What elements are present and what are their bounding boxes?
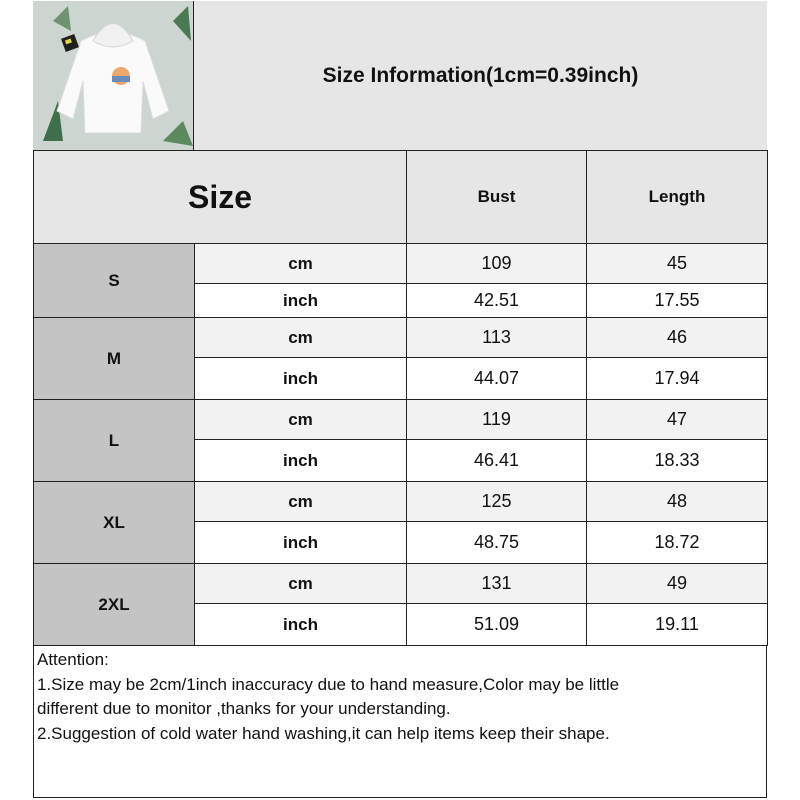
- unit-label: inch: [195, 440, 407, 482]
- col-header-bust: Bust: [407, 151, 587, 244]
- bust-value: 113: [407, 318, 587, 358]
- unit-label: cm: [195, 318, 407, 358]
- length-value: 18.33: [587, 440, 768, 482]
- length-value: 46: [587, 318, 768, 358]
- unit-label: cm: [195, 564, 407, 604]
- bust-value: 51.09: [407, 604, 587, 646]
- size-info-title: Size Information(1cm=0.39inch): [194, 1, 767, 151]
- note-line-1b: different due to monitor ,thanks for your understanding.: [37, 699, 451, 718]
- bust-value: 125: [407, 482, 587, 522]
- length-value: 48: [587, 482, 768, 522]
- unit-label: inch: [195, 522, 407, 564]
- table-row: [34, 244, 768, 284]
- size-label: L: [34, 400, 195, 482]
- bust-value: 42.51: [407, 284, 587, 318]
- bust-value: 44.07: [407, 358, 587, 400]
- length-value: 17.94: [587, 358, 768, 400]
- col-header-size: Size: [34, 151, 407, 244]
- note-line-1a: 1.Size may be 2cm/1inch inaccuracy due to hand measure,Color may be little: [37, 674, 620, 694]
- length-value: 19.11: [587, 604, 768, 646]
- bust-value: 109: [407, 244, 587, 284]
- unit-label: inch: [195, 284, 407, 318]
- table-row: [34, 482, 768, 522]
- product-thumbnail: [33, 1, 194, 151]
- size-label: S: [34, 244, 195, 318]
- unit-label: cm: [195, 244, 407, 284]
- col-header-length: Length: [587, 151, 768, 244]
- length-value: 45: [587, 244, 768, 284]
- hoodie-product-photo-icon: [33, 1, 193, 151]
- table-row: [34, 318, 768, 358]
- length-value: 47: [587, 400, 768, 440]
- size-label: M: [34, 318, 195, 400]
- bust-value: 131: [407, 564, 587, 604]
- table-row: [34, 564, 768, 604]
- unit-label: cm: [195, 400, 407, 440]
- size-label: XL: [34, 482, 195, 564]
- unit-label: inch: [195, 358, 407, 400]
- length-value: 17.55: [587, 284, 768, 318]
- table-header-row: [34, 151, 768, 244]
- bust-value: 48.75: [407, 522, 587, 564]
- note-line-2: 2.Suggestion of cold water hand washing,it can help items keep their shape.: [37, 723, 610, 743]
- size-table: [33, 150, 768, 646]
- attention-notes: [37, 648, 757, 746]
- bust-value: 46.41: [407, 440, 587, 482]
- length-value: 18.72: [587, 522, 768, 564]
- bust-value: 119: [407, 400, 587, 440]
- length-value: 49: [587, 564, 768, 604]
- table-row: [34, 400, 768, 440]
- unit-label: cm: [195, 482, 407, 522]
- unit-label: inch: [195, 604, 407, 646]
- header-row: [33, 1, 767, 151]
- notes-heading: Attention:: [37, 650, 109, 669]
- size-label: 2XL: [34, 564, 195, 646]
